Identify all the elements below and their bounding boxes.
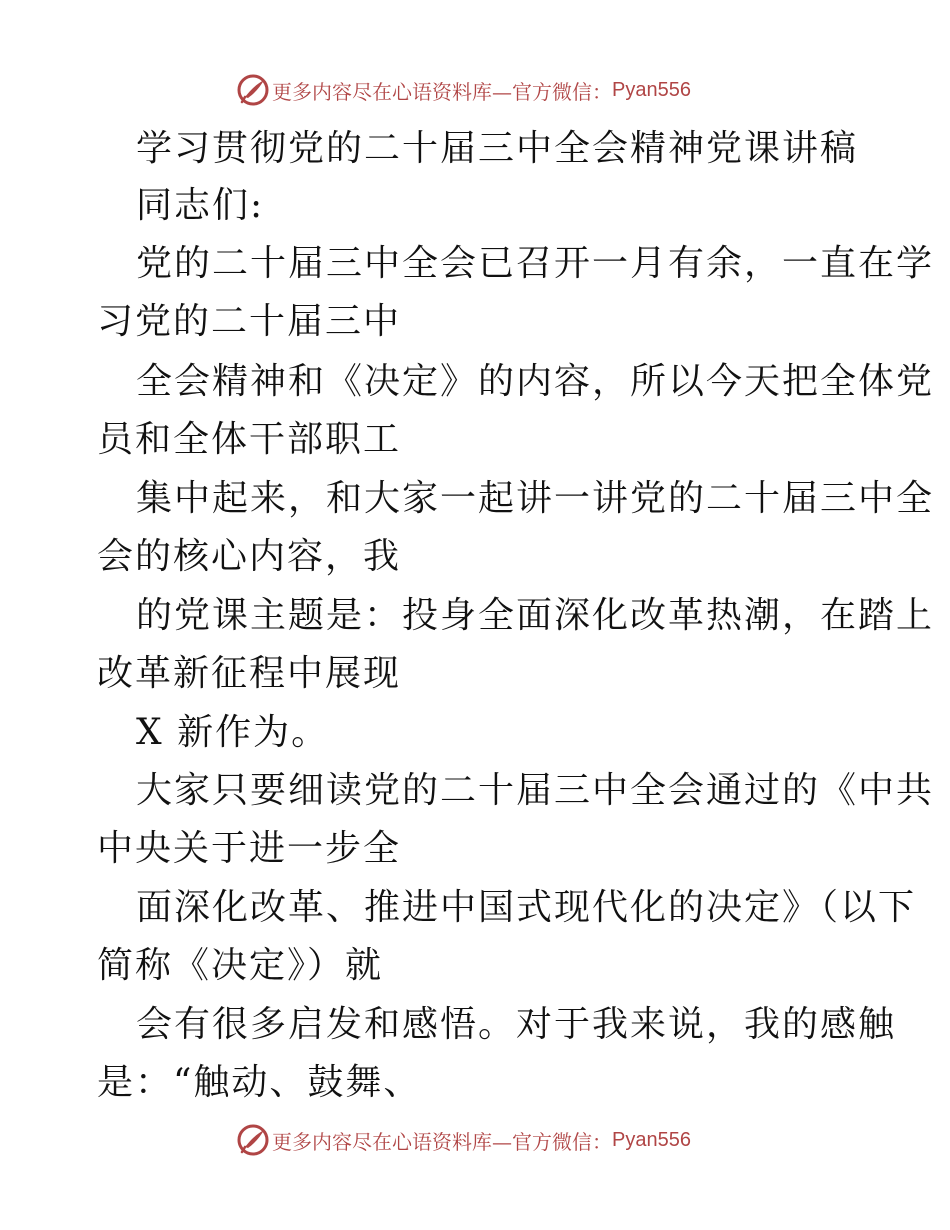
footer-banner [236, 1122, 691, 1158]
paragraph-line: 的党课主题是：投身全面深化改革热潮，在踏上 [136, 595, 935, 636]
paragraph-line: 中央关于进一步全 [97, 828, 402, 869]
paragraph-line: 集中起来，和大家一起讲一讲党的二十届三中全 [136, 478, 935, 519]
paragraph-line: 是：“触动、鼓舞、 [97, 1062, 422, 1103]
paragraph-line: 面深化改革、推进中国式现代化的决定》（以下 [136, 887, 917, 928]
paragraph-line: 会有很多启发和感悟。对于我来说，我的感触 [136, 1004, 897, 1045]
footer-banner-text: 更多内容尽在心语资料库—官方微信： [272, 1129, 612, 1154]
paragraph-line: 改革新征程中展现 [97, 653, 402, 694]
header-wechat-id: Pyan556 [612, 78, 691, 101]
header-banner-text: 更多内容尽在心语资料库—官方微信： [272, 79, 612, 104]
footer-wechat-id: Pyan556 [612, 1128, 691, 1151]
paragraph-line: 简称《决定》）就 [97, 945, 384, 986]
paragraph-line: 会的核心内容，我 [97, 536, 402, 577]
document-title: 学习贯彻党的二十届三中全会精神党课讲稿 [136, 128, 859, 169]
paragraph-line: 员和全体干部职工 [97, 419, 402, 460]
paragraph-line: 党的二十届三中全会已召开一月有余，一直在学 [136, 243, 935, 284]
paragraph-line: 习党的二十届三中 [97, 301, 402, 342]
paragraph-line: 全会精神和《决定》的内容，所以今天把全体党 [136, 361, 935, 402]
paragraph-line: X 新作为。 [136, 712, 330, 753]
paragraph-line: 大家只要细读党的二十届三中全会通过的《中共 [136, 770, 935, 811]
salutation: 同志们: [136, 185, 265, 226]
quill-logo-icon [236, 1123, 270, 1157]
